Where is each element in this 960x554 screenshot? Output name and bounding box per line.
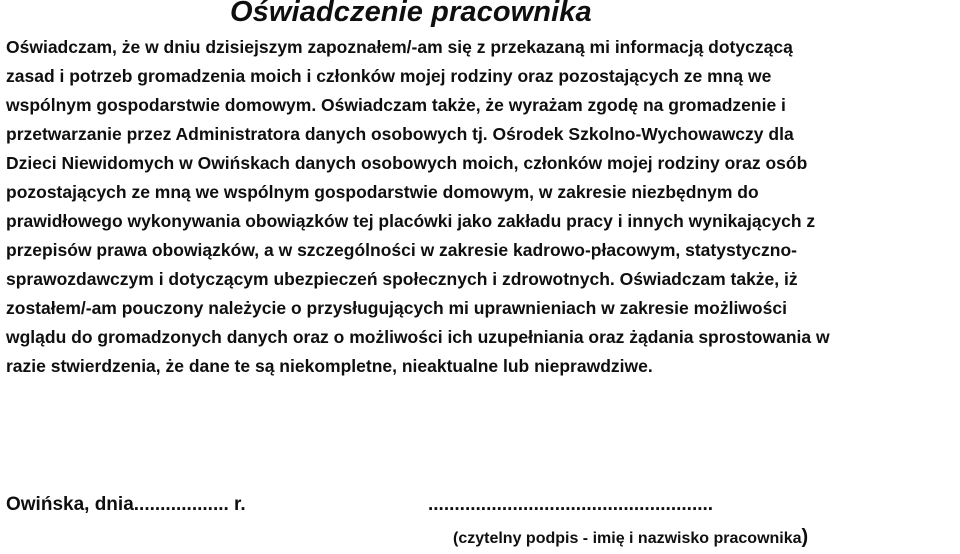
document-title: Oświadczenie pracownika	[230, 0, 592, 28]
body-line: wspólnym gospodarstwie domowym. Oświadczam także, że wyrażam zgodę na gromadzenie i	[6, 95, 786, 115]
signature-caption-text: (czytelny podpis - imię i nazwisko pracownika	[453, 530, 802, 547]
body-line: zostałem/-am pouczony należycie o przysługujących mi uprawnieniach w zakresie możliwości	[6, 298, 787, 318]
body-line: wglądu do gromadzonych danych oraz o możliwości ich uzupełniania oraz żądania sprostowania w	[6, 327, 830, 347]
body-line: Oświadczam, że w dniu dzisiejszym zapoznałem/-am się z przekazaną mi informacją dotyczącą	[6, 37, 793, 57]
body-line: sprawozdawczym i dotyczącym ubezpieczeń społecznych i zdrowotnych. Oświadczam także, iż	[6, 269, 798, 289]
body-line: razie stwierdzenia, że dane te są niekompletne, nieaktualne lub nieprawdziwe.	[6, 356, 653, 376]
body-line: zasad i potrzeb gromadzenia moich i członków mojej rodziny oraz pozostających ze mną we	[6, 66, 772, 86]
body-line: Dzieci Niewidomych w Owińskach danych osobowych moich, członków mojej rodziny oraz osób	[6, 153, 808, 173]
body-line: pozostających ze mną we wspólnym gospodarstwie domowym, w zakresie niezbędnym do	[6, 182, 759, 202]
signature-line: ......................................................	[428, 494, 714, 515]
place-date-field: Owińska, dnia.................. r.	[6, 494, 246, 515]
signature-caption	[453, 526, 808, 549]
body-line: przepisów prawa obowiązków, a w szczególności w zakresie kadrowo-płacowym, statystyczno-	[6, 240, 797, 260]
signature-caption-paren: )	[801, 526, 809, 548]
body-line: prawidłowego wykonywania obowiązków tej placówki jako zakładu pracy i innych wynikających z	[6, 211, 816, 231]
body-line: przetwarzanie przez Administratora danych osobowych tj. Ośrodek Szkolno-Wychowawczy dla	[6, 124, 794, 144]
